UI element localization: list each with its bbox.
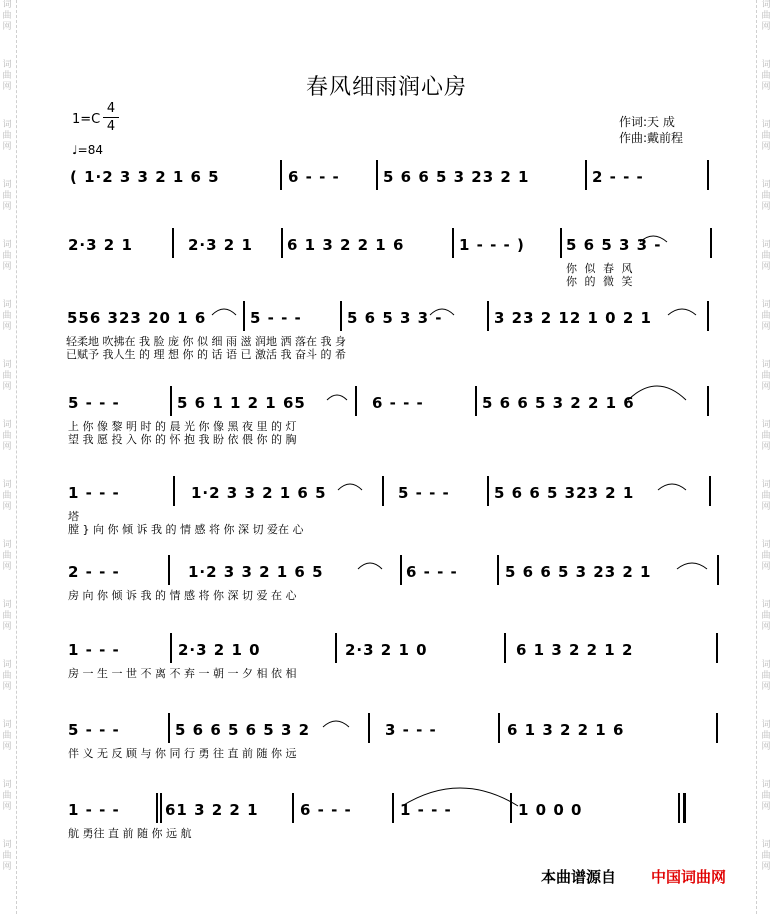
watermark-block: 词 曲 网 (761, 480, 771, 512)
tempo-marking: ♩=84 (72, 143, 103, 157)
slur (323, 721, 349, 727)
notes-measure: 6 1 3 2 2 1 2 (516, 641, 634, 659)
watermark-block: 词 曲 网 (2, 240, 12, 272)
notes-measure: 5 6 6 5 3 23 2 1 (505, 563, 652, 581)
notes-measure: 5 6 1 1 2 1 65 (177, 394, 306, 412)
notes-measure: 5 - - - (68, 394, 120, 412)
lyric-line-2: 望 我 愿 投 入 你 的 怀 抱 我 盼 依 偎 你 的 胸 (68, 433, 297, 446)
watermark-block: 词 曲 网 (761, 240, 771, 272)
notes-measure: 3 - - - (385, 721, 437, 739)
lyric-line-1: 房 一 生 一 世 不 离 不 弃 一 朝 一 夕 相 依 相 (68, 667, 297, 680)
watermark-block: 词 曲 网 (2, 0, 12, 32)
watermark-block: 词 曲 网 (761, 180, 771, 212)
notes-measure: 5 6 5 3 3 - (566, 236, 662, 254)
source-label: 本曲谱源自 (541, 868, 617, 886)
watermark-block: 词 曲 网 (2, 600, 12, 632)
watermark-block: 词 曲 网 (761, 780, 771, 812)
key-signature: 1=C (72, 112, 101, 127)
notes-measure: ( 1·2 3 3 2 1 6 5 (70, 168, 220, 186)
slur (212, 309, 236, 315)
lyric-line-1: 上 你 像 黎 明 时 的 晨 光 你 像 黑 夜 里 的 灯 (68, 420, 297, 433)
slur (402, 788, 518, 806)
notes-measure: 5 6 6 5 3 2 2 1 6 (482, 394, 635, 412)
watermark-block: 词 曲 网 (2, 840, 12, 872)
notes-measure: 2 - - - (68, 563, 120, 581)
notes-measure: 5 6 6 5 3 23 2 1 (383, 168, 530, 186)
lyric-line-1: 你 似 春 风 (566, 262, 633, 275)
watermark-block: 词 曲 网 (761, 600, 771, 632)
slur (358, 563, 382, 569)
watermark-block: 词 曲 网 (2, 420, 12, 452)
notes-measure: 2 - - - (592, 168, 644, 186)
watermark-block: 词 曲 网 (761, 840, 771, 872)
notes-measure: 5 - - - (68, 721, 120, 739)
time-signature-top: 4 (106, 101, 116, 116)
composer: 作曲:戴前程 (619, 131, 684, 145)
notes-measure: 1 - - - (68, 801, 120, 819)
notes-measure: 2·3 2 1 0 (178, 641, 261, 659)
notes-measure: 6 - - - (288, 168, 340, 186)
notes-measure: 1 - - - ) (459, 236, 525, 254)
song-title: 春风细雨润心房 (305, 75, 467, 100)
watermark-block: 词 曲 网 (761, 660, 771, 692)
slur (640, 236, 667, 242)
watermark-block: 词 曲 网 (2, 540, 12, 572)
notes-measure: 6 - - - (372, 394, 424, 412)
watermark-block: 词 曲 网 (2, 300, 12, 332)
lyric-line-1: 房 向 你 倾 诉 我 的 情 感 将 你 深 切 爱 在 心 (68, 589, 297, 602)
lyric-line-1: 伴 义 无 反 顾 与 你 同 行 勇 往 直 前 随 你 远 (68, 747, 297, 760)
watermark-block: 词 曲 网 (761, 0, 771, 32)
notes-measure: 3 23 2 12 1 0 2 1 (494, 309, 652, 327)
lyric-line-1: 塔 (68, 510, 79, 523)
slur (658, 484, 686, 490)
notes-measure: 5 - - - (250, 309, 302, 327)
watermark-block: 词 曲 网 (761, 300, 771, 332)
notes-measure: 61 3 2 2 1 (165, 801, 259, 819)
lyric-line-2: 膛 } 向 你 倾 诉 我 的 情 感 将 你 深 切 爱在 心 (68, 523, 304, 536)
notes-measure: 6 - - - (300, 801, 352, 819)
notes-measure: 2·3 2 1 0 (345, 641, 428, 659)
watermark-block: 词 曲 网 (761, 360, 771, 392)
notes-measure: 1 - - - (68, 484, 120, 502)
notes-measure: 5 6 6 5 6 5 3 2 (175, 721, 311, 739)
notes-measure: 1 0 0 0 (518, 801, 583, 819)
lyricist: 作词:天 成 (619, 115, 675, 129)
watermark-block: 词 曲 网 (2, 720, 12, 752)
watermark-block: 词 曲 网 (761, 120, 771, 152)
notes-measure: 2·3 2 1 (188, 236, 253, 254)
slur (677, 563, 707, 569)
notes-measure: 6 - - - (406, 563, 458, 581)
site-link[interactable]: 中国词曲网 (651, 868, 727, 886)
watermark-block: 词 曲 网 (761, 60, 771, 92)
lyric-line-2: 你 的 微 笑 (566, 275, 633, 288)
notes-measure: 1·2 3 3 2 1 6 5 (191, 484, 327, 502)
slur (430, 309, 454, 315)
watermark-block: 词 曲 网 (761, 540, 771, 572)
notes-measure: 556 323 20 1 6 (67, 309, 207, 327)
watermark-block: 词 曲 网 (2, 660, 12, 692)
slur (327, 395, 347, 400)
watermark-block: 词 曲 网 (2, 480, 12, 512)
time-signature-bottom: 4 (106, 119, 116, 134)
slur (338, 484, 362, 490)
watermark-block: 词 曲 网 (761, 720, 771, 752)
lyric-line-1: 航 勇往 直 前 随 你 远 航 (68, 827, 192, 840)
notes-measure: 2·3 2 1 (68, 236, 133, 254)
notes-measure: 5 6 5 3 3 - (347, 309, 443, 327)
watermark-block: 词 曲 网 (2, 60, 12, 92)
slur (628, 386, 686, 400)
watermark-block: 词 曲 网 (761, 420, 771, 452)
watermark-block: 词 曲 网 (2, 360, 12, 392)
notes-measure: 5 6 6 5 323 2 1 (494, 484, 635, 502)
notes-measure: 1 - - - (400, 801, 452, 819)
notes-measure: 6 1 3 2 2 1 6 (287, 236, 405, 254)
watermark-block: 词 曲 网 (2, 180, 12, 212)
notes-measure: 6 1 3 2 2 1 6 (507, 721, 625, 739)
slur (668, 309, 696, 315)
watermark-block: 词 曲 网 (2, 120, 12, 152)
notes-measure: 1·2 3 3 2 1 6 5 (188, 563, 324, 581)
watermark-block: 词 曲 网 (2, 780, 12, 812)
notes-measure: 1 - - - (68, 641, 120, 659)
lyric-line-1: 轻柔地 吹拂在 我 脸 庞 你 似 细 雨 滋 润地 洒 落在 我 身 (66, 335, 346, 348)
notes-measure: 5 - - - (398, 484, 450, 502)
lyric-line-2: 已赋予 我人生 的 理 想 你 的 话 语 已 激活 我 奋斗 的 希 (66, 348, 346, 361)
